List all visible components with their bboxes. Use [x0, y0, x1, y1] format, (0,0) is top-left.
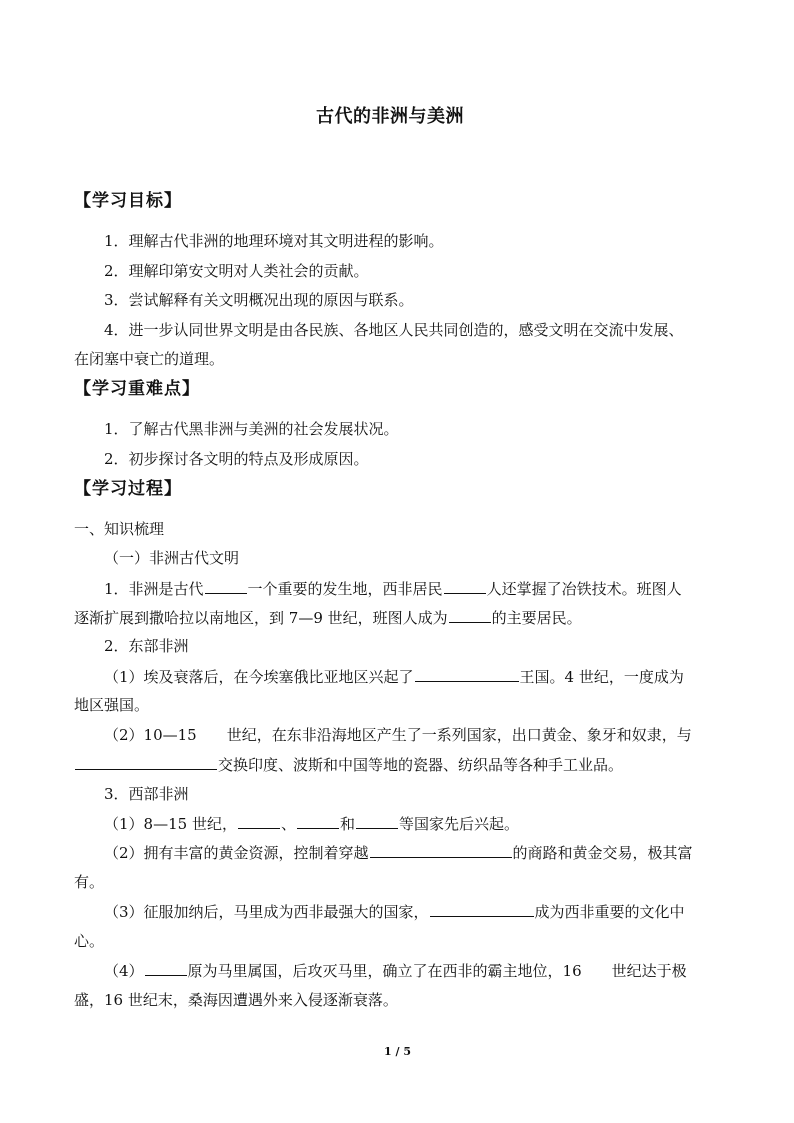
paragraph-1-line-1	[104, 579, 682, 598]
text: 的商路和黄金交易，极其富	[512, 844, 693, 862]
objective-item-3: 3．尝试解释有关文明概况出现的原因与联系。	[104, 291, 414, 309]
text: 人还掌握了冶铁技术。班图人	[486, 580, 682, 598]
fill-blank	[75, 755, 217, 770]
knowledge-heading: 一、知识梳理	[74, 520, 165, 538]
fill-blank	[145, 961, 187, 976]
fill-blank	[238, 814, 280, 829]
section-heading-objectives: 【学习目标】	[74, 191, 182, 211]
fill-blank	[415, 667, 519, 682]
subsection-heading-africa: （一）非洲古代文明	[104, 549, 240, 567]
objective-item-4: 4．进一步认同世界文明是由各民族、各地区人民共同创造的，感受文明在交流中发展、	[104, 321, 684, 339]
text: （2）拥有丰富的黄金资源，控制着穿越	[104, 844, 369, 862]
subheading-west-africa: 3．西部非洲	[104, 785, 189, 803]
paragraph-3-4-line-1	[104, 961, 687, 980]
difficulty-item-2: 2．初步探讨各文明的特点及形成原因。	[104, 450, 369, 468]
text: （1）8—15 世纪，	[104, 815, 237, 833]
text: 王国。4 世纪，一度成为	[519, 668, 684, 686]
text: （3）征服加纳后，马里成为西非最强大的国家，	[104, 903, 429, 921]
fill-blank	[444, 579, 486, 594]
paragraph-3-4-line-2: 盛，16 世纪末，桑海因遭遇外来入侵逐渐衰落。	[74, 991, 398, 1009]
subheading-east-africa: 2．东部非洲	[104, 637, 189, 655]
page-number: 1 / 5	[384, 1045, 411, 1058]
fill-blank	[430, 902, 534, 917]
paragraph-3-3-line-1	[104, 902, 685, 921]
paragraph-2-2-line-1: （2）10—15 世纪，在东非沿海地区产生了一系列国家，出口黄金、象牙和奴隶，与	[104, 726, 692, 744]
fill-blank	[297, 814, 339, 829]
text: 交换印度、波斯和中国等地的瓷器、纺织品等各种手工业品。	[218, 756, 624, 774]
paragraph-3-1	[104, 814, 519, 833]
objective-item-1: 1．理解古代非洲的地理环境对其文明进程的影响。	[104, 232, 444, 250]
paragraph-2-1-line-1	[104, 667, 684, 686]
text: 等国家先后兴起。	[398, 815, 519, 833]
paragraph-3-3-line-2: 心。	[74, 932, 105, 950]
paragraph-3-2-line-2: 有。	[74, 873, 105, 891]
paragraph-3-2-line-1	[104, 843, 693, 862]
objective-item-2: 2．理解印第安文明对人类社会的贡献。	[104, 262, 369, 280]
paragraph-1-line-2	[74, 608, 582, 627]
fill-blank	[205, 579, 247, 594]
text: 和	[339, 815, 355, 833]
text: 原为马里属国，后攻灭马里，确立了在西非的霸主地位，16 世纪达于极	[187, 962, 687, 980]
document-title: 古代的非洲与美洲	[316, 106, 464, 127]
fill-blank	[356, 814, 398, 829]
text: 成为西非重要的文化中	[534, 903, 685, 921]
fill-blank	[370, 843, 512, 858]
paragraph-2-2-line-2	[74, 755, 623, 774]
text: 逐渐扩展到撒哈拉以南地区，到 7—9 世纪，班图人成为	[74, 609, 448, 627]
text: 一个重要的发生地，西非居民	[247, 580, 443, 598]
section-heading-difficulties: 【学习重难点】	[74, 379, 200, 399]
text: （1）埃及衰落后，在今埃塞俄比亚地区兴起了	[104, 668, 414, 686]
objective-item-4-cont: 在闭塞中衰亡的道理。	[74, 350, 225, 368]
fill-blank	[449, 608, 491, 623]
text: 的主要居民。	[491, 609, 582, 627]
difficulty-item-1: 1．了解古代黑非洲与美洲的社会发展状况。	[104, 420, 399, 438]
text: （4）	[104, 962, 144, 980]
text: 1．非洲是古代	[104, 580, 204, 598]
text: 、	[280, 815, 296, 833]
section-heading-process: 【学习过程】	[74, 479, 182, 499]
paragraph-2-1-line-2: 地区强国。	[74, 696, 150, 714]
